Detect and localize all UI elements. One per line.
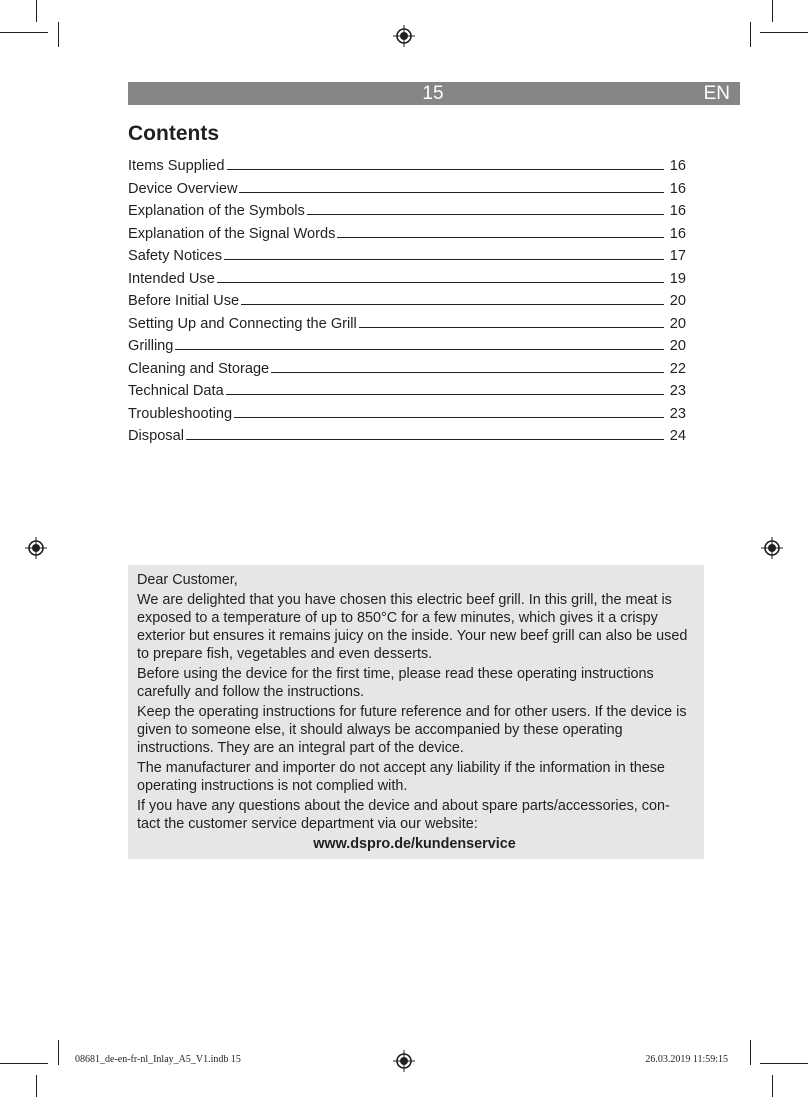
- intro-paragraph: Before using the device for the first time, please read these operating instructions carefully and follow the instructions.: [137, 666, 654, 700]
- toc-entry[interactable]: [128, 334, 686, 357]
- toc-entry-page: 17: [669, 248, 686, 264]
- toc-entry-label: Device Overview: [128, 180, 238, 197]
- toc-entry-page: 19: [669, 270, 686, 287]
- toc-leader-line: [217, 267, 664, 283]
- toc-entry-label: Setting Up and Connecting the Grill: [128, 315, 357, 332]
- intro-paragraph: We are delighted that you have chosen this electric beef grill. In this grill, the meat is exposed to a temperature of up to 850°C for a few minutes, which gives it a crispy exterior but ensures it remains juicy on the inside. Your new beef grill can also be used to prepare fish, vegetables and even desserts.: [137, 592, 688, 662]
- crop-mark: [58, 1040, 59, 1065]
- toc-entry-label: Safety Notices: [128, 248, 223, 264]
- toc-leader-line: [226, 379, 664, 395]
- crop-mark: [750, 1040, 751, 1065]
- intro-paragraph: If you have any questions about the device and about spare parts/accessories, con-tact the customer service department via our website:: [137, 798, 670, 832]
- toc-entry-page: 24: [669, 428, 686, 444]
- toc-entry-page: 16: [669, 158, 686, 174]
- registration-mark-icon: [393, 25, 415, 47]
- crop-mark: [58, 22, 59, 47]
- toc-entry-page: 20: [669, 293, 686, 309]
- toc-entry-label: Explanation of the Signal Words: [128, 225, 336, 242]
- page-header-bar: [128, 82, 740, 105]
- toc-entry[interactable]: [128, 357, 686, 380]
- crop-mark: [772, 0, 773, 22]
- page-number: 15: [422, 83, 444, 104]
- toc-leader-line: [271, 357, 664, 373]
- toc-entry[interactable]: [128, 222, 686, 245]
- toc-entry-label: Grilling: [128, 338, 174, 354]
- crop-mark: [772, 1075, 773, 1097]
- toc-entry-label: Technical Data: [128, 383, 224, 399]
- toc-entry[interactable]: [128, 402, 686, 425]
- toc-leader-line: [239, 177, 664, 193]
- crop-mark: [36, 0, 37, 22]
- toc-entry[interactable]: [128, 199, 686, 222]
- toc-entry[interactable]: [128, 267, 686, 290]
- toc-leader-line: [359, 312, 664, 328]
- language-code: EN: [703, 83, 730, 104]
- toc-entry[interactable]: [128, 312, 686, 335]
- greeting: Dear Customer,: [137, 572, 238, 588]
- toc-leader-line: [224, 244, 664, 260]
- toc-entry-label: Explanation of the Symbols: [128, 203, 305, 219]
- toc-entry-page: 22: [669, 360, 686, 377]
- toc-leader-line: [241, 289, 664, 305]
- toc-leader-line: [234, 402, 664, 418]
- crop-mark: [760, 32, 808, 33]
- toc-leader-line: [307, 199, 664, 215]
- toc-leader-line: [227, 154, 664, 170]
- toc-entry-label: Before Initial Use: [128, 293, 240, 309]
- crop-mark: [750, 22, 751, 47]
- toc-entry-label: Troubleshooting: [128, 405, 233, 422]
- toc-entry-label: Cleaning and Storage: [128, 360, 270, 377]
- registration-mark-icon: [25, 537, 47, 559]
- customer-intro-box: [128, 565, 704, 859]
- toc-entry-label: Intended Use: [128, 270, 215, 287]
- toc-entry-page: 16: [669, 225, 686, 242]
- toc-entry[interactable]: [128, 424, 686, 447]
- crop-mark: [0, 1063, 48, 1064]
- toc-entry-label: Disposal: [128, 428, 184, 444]
- service-website-link[interactable]: www.dspro.de/kundenservice: [313, 836, 516, 852]
- crop-mark: [36, 1075, 37, 1097]
- toc-entry[interactable]: [128, 154, 686, 177]
- toc-entry-page: 20: [669, 315, 686, 332]
- toc-leader-line: [186, 424, 664, 440]
- toc-entry-page: 23: [669, 405, 686, 422]
- registration-mark-icon: [761, 537, 783, 559]
- footer-date-time: 26.03.2019 11:59:15: [645, 1054, 728, 1065]
- toc-entry-label: Items Supplied: [128, 158, 225, 174]
- toc-leader-line: [175, 334, 664, 350]
- toc-entry-page: 23: [669, 383, 686, 399]
- toc-entry-page: 20: [669, 338, 686, 354]
- toc-entry[interactable]: [128, 289, 686, 312]
- contents-title: Contents: [128, 122, 219, 145]
- crop-mark: [760, 1063, 808, 1064]
- toc-entry[interactable]: [128, 244, 686, 267]
- intro-paragraph: Keep the operating instructions for future reference and for other users. If the device is given to someone else, it should always be accompanied by these operating instructions. They are an integral part of the device.: [137, 704, 687, 756]
- table-of-contents: [128, 154, 686, 447]
- footer-file-info: 08681_de-en-fr-nl_Inlay_A5_V1.indb 15: [75, 1054, 241, 1065]
- crop-mark: [0, 32, 48, 33]
- toc-entry-page: 16: [669, 203, 686, 219]
- toc-entry-page: 16: [669, 180, 686, 197]
- registration-mark-icon: [393, 1050, 415, 1072]
- intro-paragraph: The manufacturer and importer do not accept any liability if the information in these operating instructions is not complied with.: [137, 760, 665, 794]
- toc-entry[interactable]: [128, 177, 686, 200]
- toc-entry[interactable]: [128, 379, 686, 402]
- toc-leader-line: [337, 222, 664, 238]
